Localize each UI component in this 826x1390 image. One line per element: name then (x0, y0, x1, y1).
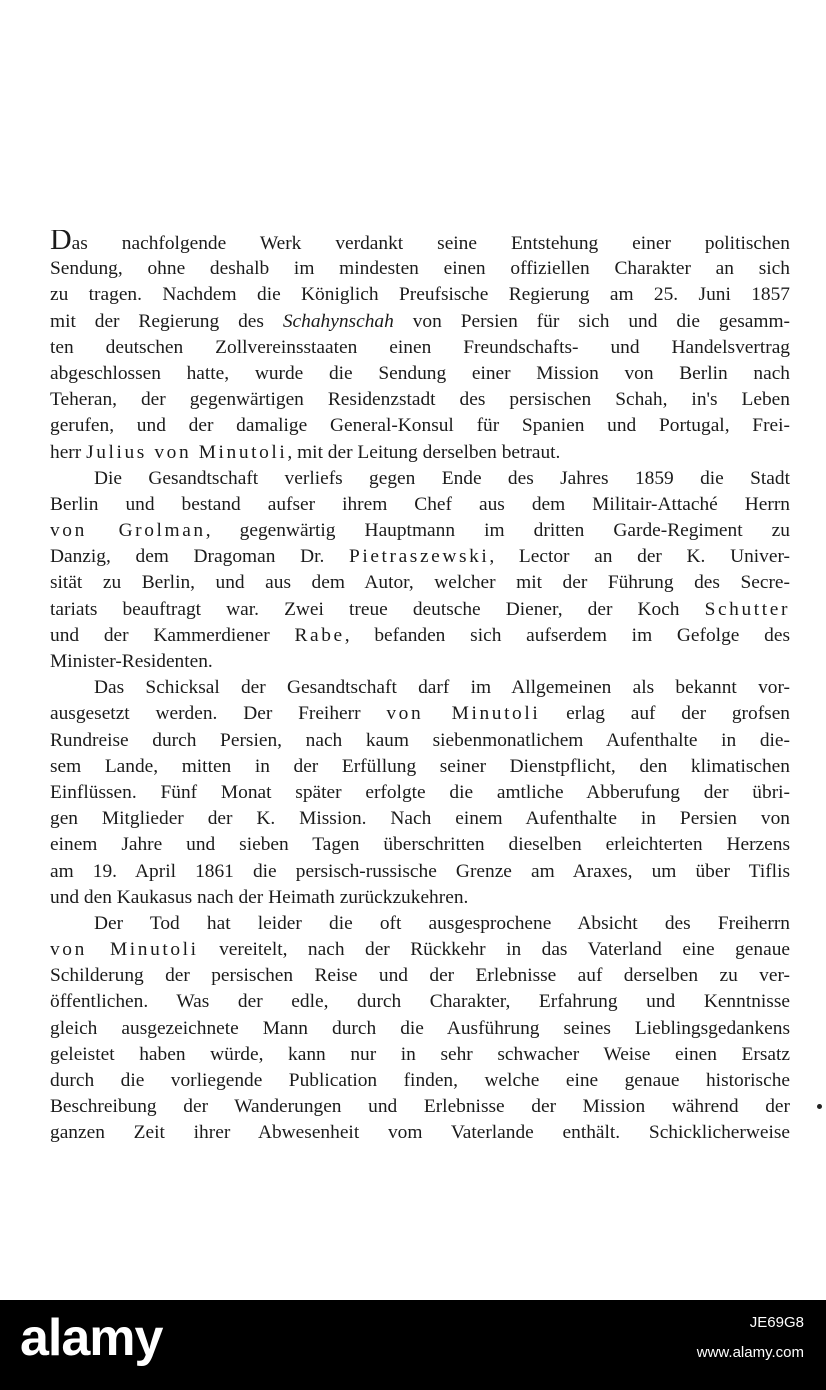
line-text: Der Tod hat leider die oft ausgesprochene Absicht des Freiherrn (94, 912, 790, 934)
line-text: Beschreibung der Wanderungen und Erlebnisse der Mission während der (50, 1096, 790, 1118)
line-text: erlag auf der grofsen (540, 703, 790, 725)
initial-capital: D (50, 230, 72, 256)
line-text: ausgesetzt werden. Der Freiherr (50, 703, 387, 725)
watermark-footer (0, 1300, 826, 1390)
line-text: , gegenwärtig Hauptmann im dritten Garde-Regiment zu (205, 520, 790, 542)
text-line (50, 728, 790, 754)
line-text: von Persien für sich und die gesamm- (393, 310, 790, 332)
text-line (50, 230, 790, 256)
text-line (50, 989, 790, 1015)
line-text: am 19. April 1861 die persisch-russische Grenze am Araxes, um über Tiflis (50, 860, 790, 882)
line-text: gleich ausgezeichnete Mann durch die Ausführung seines Lieblingsgedankens (50, 1017, 790, 1039)
line-text: , befanden sich aufserdem im Gefolge des (344, 624, 790, 646)
line-text: Teheran, der gegenwärtigen Residenzstadt des persischen Schah, in's Leben (50, 389, 790, 411)
line-text: Minister-Residenten. (50, 651, 213, 672)
text-line (50, 1094, 790, 1120)
text-line (50, 256, 790, 282)
site-url: www.alamy.com (696, 1344, 804, 1361)
line-text: Berlin und bestand aufser ihrem Chef aus dem Militair-Attaché Herrn (50, 493, 790, 515)
line-text: , Lector an der K. Univer- (489, 546, 790, 568)
spaced-name: Rabe (294, 624, 345, 646)
margin-dot (817, 1104, 822, 1109)
line-text: sität zu Berlin, und aus dem Autor, welcher mit der Führung des Secre- (50, 572, 790, 594)
text-line (50, 832, 790, 858)
text-line (50, 1120, 790, 1146)
text-line (50, 518, 790, 544)
line-text: gen Mitglieder der K. Mission. Nach einem Aufenthalte in Persien von (50, 808, 790, 830)
text-line (50, 885, 790, 911)
line-text: as nachfolgende Werk verdankt seine Entstehung einer politischen (71, 233, 790, 254)
line-text: und den Kaukasus nach der Heimath zurückzukehren. (50, 886, 469, 908)
line-text: zu tragen. Nachdem die Königlich Preufsische Regierung am 25. Juni 1857 (50, 284, 790, 306)
line-text: Rundreise durch Persien, nach kaum siebenmonatlichem Aufenthalte in die- (50, 729, 790, 751)
line-text: herr (50, 441, 87, 463)
text-line (50, 963, 790, 989)
alamy-logo: alamy (20, 1309, 163, 1367)
line-text: mit der Regierung des (50, 310, 283, 332)
text-line (50, 806, 790, 832)
line-text: geleistet haben würde, kann nur in sehr schwacher Weise einen Ersatz (50, 1043, 790, 1065)
spaced-name: Pietraszewski (348, 546, 490, 568)
spaced-name: von Grolman (50, 520, 206, 542)
line-text: Schilderung der persischen Reise und der Erlebnisse auf derselben zu ver- (50, 965, 790, 987)
text-line (50, 1042, 790, 1068)
text-line (50, 282, 790, 308)
text-line (50, 754, 790, 780)
text-line (50, 1068, 790, 1094)
line-text: , mit der Leitung derselben betraut. (287, 441, 561, 463)
line-text: ganzen Zeit ihrer Abwesenheit vom Vaterlande enthält. Schicklicherweise (50, 1122, 790, 1144)
line-text: einem Jahre und sieben Tagen überschritten dieselben erleichterten Herzens (50, 834, 790, 856)
text-line (50, 309, 790, 335)
line-text: tariats beauftragt war. Zwei treue deutsche Diener, der Koch (50, 598, 705, 620)
line-text: Einflüssen. Fünf Monat später erfolgte die amtliche Abberufung der übri- (50, 781, 790, 803)
line-text: und der Kammerdiener (50, 624, 295, 646)
text-line (50, 440, 790, 466)
line-text: Das Schicksal der Gesandtschaft darf im Allgemeinen als bekannt vor- (94, 677, 790, 699)
text-line (50, 570, 790, 596)
spaced-name: Julius von Minutoli (86, 441, 288, 463)
spaced-name: von Minutoli (50, 939, 199, 961)
line-text: abgeschlossen hatte, wurde die Sendung einer Mission von Berlin nach (50, 362, 790, 384)
text-line (50, 413, 790, 439)
line-text: Danzig, dem Dragoman Dr. (50, 546, 349, 568)
spaced-name: von Minutoli (386, 703, 541, 725)
line-text: durch die vorliegende Publication finden, welche eine genaue historische (50, 1070, 790, 1091)
text-line (50, 361, 790, 387)
text-line (50, 466, 790, 492)
text-line (50, 911, 790, 937)
text-line (50, 1016, 790, 1042)
text-line (50, 701, 790, 727)
text-line (50, 937, 790, 963)
line-text: ten deutschen Zollvereinsstaaten einen Freundschafts- und Handelsvertrag (50, 336, 790, 358)
text-line (50, 675, 790, 701)
text-line (50, 597, 790, 623)
text-line (50, 623, 790, 649)
line-text: vereitelt, nach der Rückkehr in das Vaterland eine genaue (198, 939, 790, 961)
line-text: sem Lande, mitten in der Erfüllung seiner Dienstpflicht, den klimatischen (50, 755, 790, 777)
line-text: Sendung, ohne deshalb im mindesten einen offiziellen Charakter an sich (50, 258, 790, 280)
text-line (50, 649, 790, 675)
spaced-name: Schutter (704, 598, 790, 620)
text-line (50, 544, 790, 570)
body-text (50, 230, 790, 1147)
text-line (50, 387, 790, 413)
italic-term: Schahynschah (282, 310, 394, 332)
text-line (50, 492, 790, 518)
text-line (50, 335, 790, 361)
line-text: Die Gesandtschaft verliefs gegen Ende des Jahres 1859 die Stadt (94, 467, 790, 489)
stock-image-id: JE69G8 (749, 1314, 804, 1331)
text-line (50, 780, 790, 806)
line-text: öffentlichen. Was der edle, durch Charakter, Erfahrung und Kenntnisse (50, 991, 790, 1013)
text-line (50, 859, 790, 885)
line-text: gerufen, und der damalige General-Konsul für Spanien und Portugal, Frei- (50, 415, 790, 437)
